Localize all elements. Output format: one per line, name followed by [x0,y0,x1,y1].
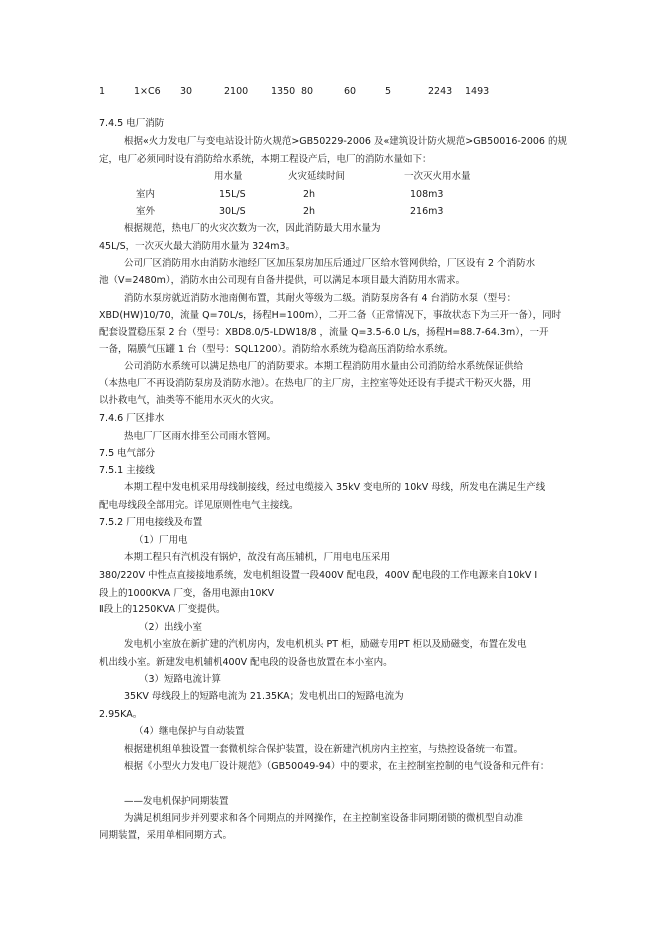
paragraph-line: Ⅱ段上的1250KVA 厂变提供。 [99,604,226,615]
paragraph-line: 热电厂厂区雨水排至公司雨水管网。 [124,431,277,442]
table-header: 一次灭火用水量 [404,171,471,182]
paragraph-line: 同期装置，采用单相同期方式。 [99,830,233,841]
paragraph-line: 根据«火力发电厂与变电站设计防火规范>GB50229-2006 及«建筑设计防火规范>GB50016-2006 的规 [124,136,567,147]
paragraph-line: 配套设置稳压泵 2 台（型号：XBD8.0/5-LDW18/8 ，流量 Q=3.5-6.0 L/s，扬程H=88.7-64.3m），一开 [99,327,549,338]
table-cell: 30L/S [219,206,246,217]
paragraph-line: 段上的1000KVA 厂变，备用电源由10KV [99,588,275,599]
list-item-heading: （4）继电保护与自动装置 [134,726,245,737]
section-heading-7-5-1: 7.5.1 主接线 [99,465,155,476]
table-cell: 60 [344,86,357,97]
paragraph-line: 本期工程中发电机采用母线制接线，经过电缆接入 35kV 变电所的 10kV 母线，所发电在满足生产线 [124,482,546,493]
table-cell: 1350 [271,86,296,97]
table-cell: 216m3 [410,206,444,217]
paragraph-line: 为满足机组同步并列要求和各个同期点的并网操作，在主控制室设备非同期闭锁的微机型自动准 [124,813,524,824]
paragraph-line: 定，电厂必须同时设有消防给水系统，本期工程设产后，电厂的消防水量如下： [99,154,432,165]
table-cell: 15L/S [219,189,246,200]
table-cell: 室内 [136,189,156,200]
section-heading-7-4-5: 7.4.5 电厂消防 [99,118,165,129]
list-item-heading: （1）厂用电 [134,535,188,546]
paragraph-line: （本热电厂不再设消防泵房及消防水池）。在热电厂的主厂房，主控室等处还设有手提式干粉灭火器，用 [99,378,532,389]
table-header: 火灾延续时间 [288,171,346,182]
paragraph-line: XBD(HW)10/70，流量 Q=70L/s，扬程H=100m），二开二备（正常情况下，事故状态下为三开一备），同时 [99,310,562,321]
table-cell: 1 [99,86,106,97]
table-header: 用水量 [214,171,243,182]
table-cell: 108m3 [410,189,444,200]
paragraph-line: 380/220V 中性点直接接地系统，发电机组设置一段400V 配电段，400V 配电段的工作电源来自10kV I [99,570,538,581]
subsection-title: ——发电机保护同期装置 [124,796,229,807]
paragraph-line: 公司厂区消防用水由消防水池经厂区加压泵房加压后通过厂区给水管网供给，厂区设有 2 个消防水 [124,258,536,269]
paragraph-line: 机出线小室。新建发电机辅机400V 配电段的设备也放置在本小室内。 [99,657,393,668]
list-item-heading: （2）出线小室 [139,622,203,633]
table-cell: 2100 [224,86,249,97]
table-cell: 30 [180,86,193,97]
table-cell: 5 [385,86,392,97]
paragraph-line: 本期工程只有汽机没有锅炉，故没有高压辅机，厂用电电压采用 [124,552,391,563]
table-cell: 2243 [428,86,453,97]
table-cell: 2h [303,206,316,217]
paragraph-line: 池（V=2480m），消防水由公司现有自备井提供，可以满足本项目最大消防用水需求。 [99,275,466,286]
paragraph-line: 公司消防水系统可以满足热电厂的消防要求。本期工程消防用水量由公司消防给水系统保证供给 [124,361,524,372]
paragraph-line: 一备，隔膜气压罐 1 台（型号：SQL1200）。消防给水系统为稳高压消防给水系统。 [99,344,454,355]
section-heading-7-5-2: 7.5.2 厂用电接线及布置 [99,517,203,528]
paragraph-line: 45L/S，一次灭火最大消防用水量为 324m3。 [99,241,296,252]
paragraph-line: 根据建机组单独设置一套微机综合保护装置，设在新建汽机房内主控室，与热控设备统一布置。 [124,744,524,755]
paragraph-line: 35KV 母线段上的短路电流为 21.35KA；发电机出口的短路电流为 [124,691,404,702]
table-cell: 80 [301,86,314,97]
paragraph-line: 发电机小室放在新扩建的汽机房内，发电机机头 PT 柜，励磁专用PT 柜以及励磁变，布置在发电 [124,639,527,650]
list-item-heading: （3）短路电流计算 [139,674,222,685]
paragraph-line: 2.95KA。 [99,709,143,720]
section-heading-7-4-6: 7.4.6 厂区排水 [99,413,165,424]
table-cell: 1×C6 [134,86,161,97]
paragraph-line: 根据规范，热电厂的火灾次数为一次，因此消防最大用水量为 [124,223,381,234]
paragraph-line: 配电母线段全部用完。详见原则性电气主接线。 [99,500,299,511]
table-cell: 室外 [136,206,156,217]
table-cell: 1493 [465,86,490,97]
paragraph-line: 消防水泵房就近消防水池南侧布置，其耐火等级为二级。消防泵房各有 4 台消防水泵（型号： [124,293,517,304]
section-heading-7-5: 7.5 电气部分 [99,448,156,459]
table-cell: 2h [303,189,316,200]
paragraph-line: 以扑救电气，油类等不能用水灭火的火灾。 [99,395,280,406]
paragraph-line: 根据《小型火力发电厂设计规范》（GB50049-94）中的要求，在主控制室控制的电气设备和元件有： [124,761,550,772]
